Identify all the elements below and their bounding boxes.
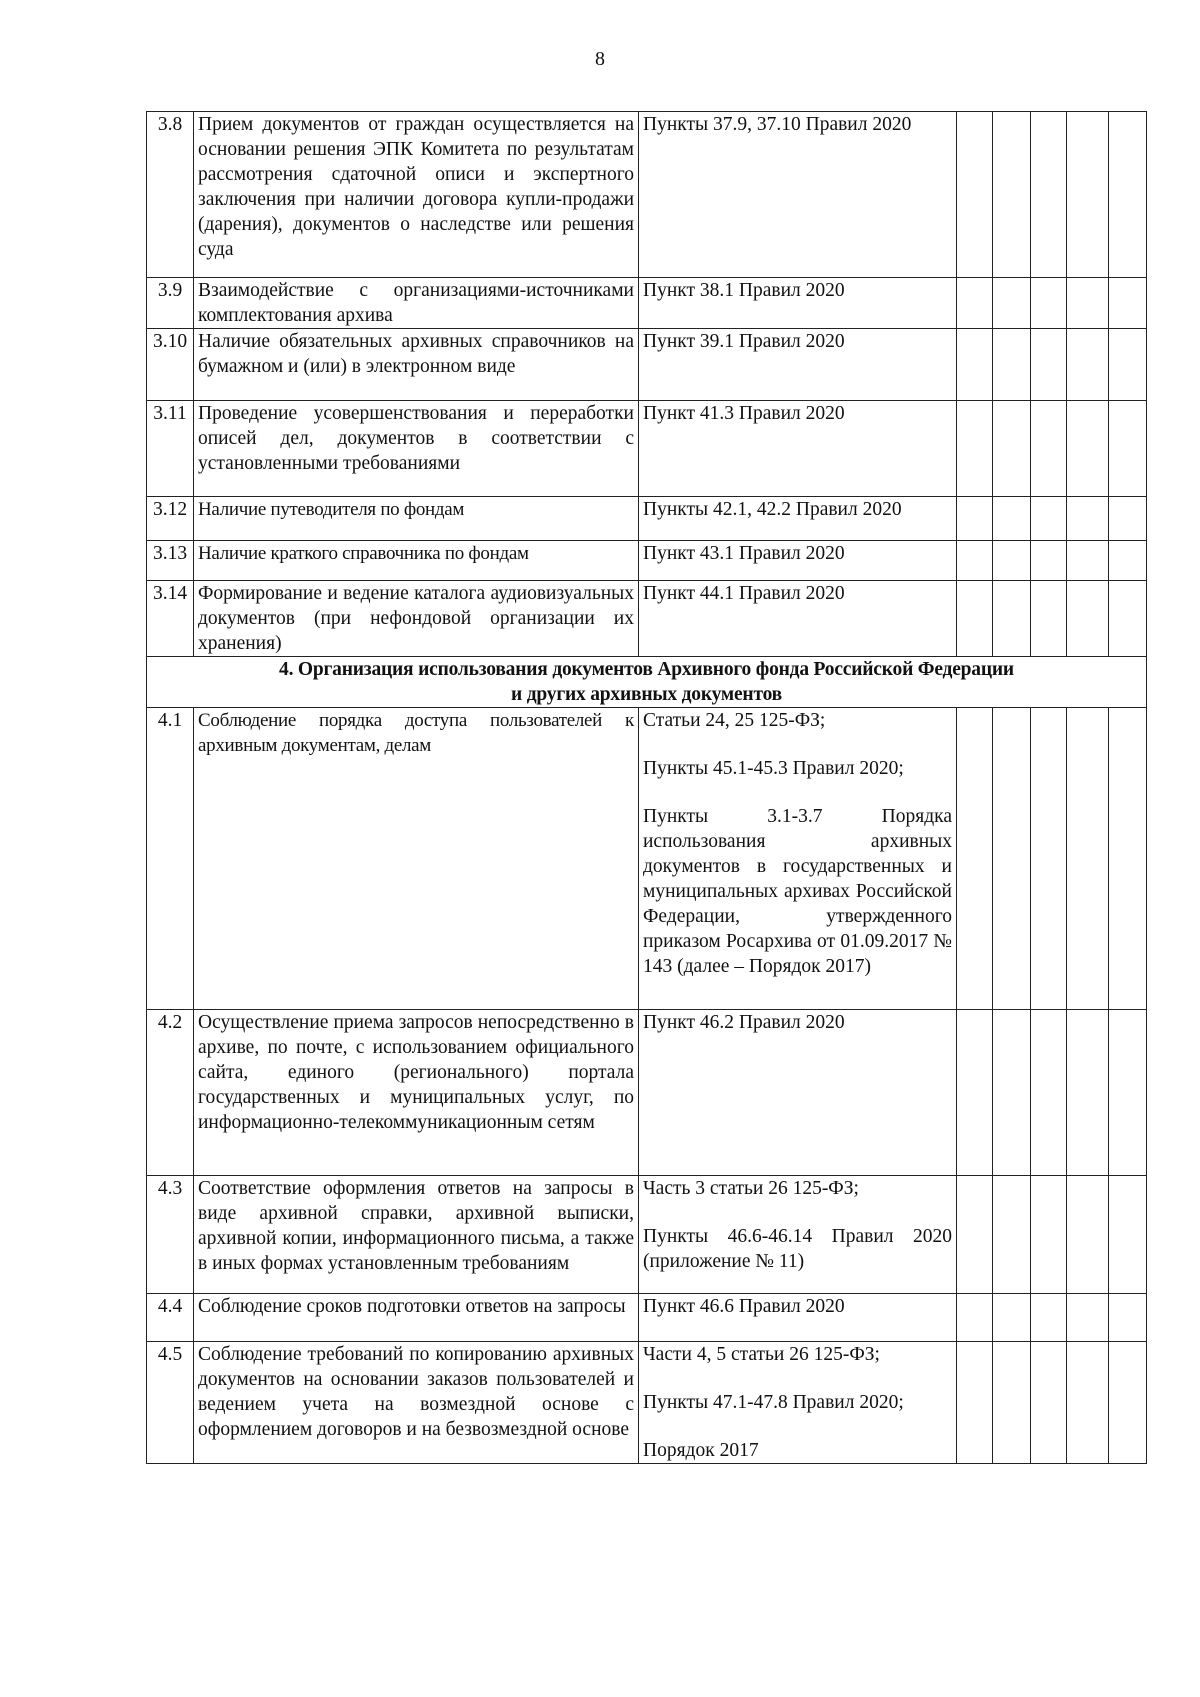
requirement-paragraph: Соблюдение требований по копированию архивных документов на основании заказов пользователей и ведением учета на возмездной основе с оформлением договоров и на безвозмездной основе (198, 1344, 634, 1440)
checklist-table (146, 111, 1147, 1464)
legal-reference (639, 708, 957, 1010)
reference-line: Пункт 39.1 Правил 2020 (643, 331, 845, 352)
reference-line: Пункты 3.1-3.7 Порядка использования архивных документов в государственных и муниципальных архивах Российской Федерации, утвержденного приказом Росархива от 01.09.2017 № 143 (далее – Порядок 2017) (643, 806, 952, 977)
requirement-paragraph: Наличие путеводителя по фондам (198, 499, 465, 520)
requirement-text (194, 1010, 639, 1176)
section-4-header (147, 657, 1147, 708)
section-title-line1: 4. Организация использования документов Архивного фонда Российской Федерации (279, 659, 1014, 680)
check-cell (1109, 497, 1147, 541)
requirement-paragraph: Проведение усовершенствования и переработки описей дел, документов в соответствии с установленными требованиями (198, 403, 634, 474)
requirement-text (194, 1176, 639, 1294)
requirement-text (194, 278, 639, 329)
check-cell (1067, 708, 1109, 1010)
check-cell (993, 708, 1031, 1010)
check-cell (1031, 112, 1067, 278)
reference-line: Пункты 46.6-46.14 Правил 2020 (приложение № 11) (643, 1226, 952, 1272)
reference-line: Пункт 46.2 Правил 2020 (643, 1012, 845, 1033)
check-cell (1109, 1010, 1147, 1176)
requirement-text (194, 497, 639, 541)
check-cell (957, 497, 993, 541)
reference-line: Пункт 46.6 Правил 2020 (643, 1296, 845, 1317)
requirement-paragraph: Соблюдение порядка доступа пользователей к архивным документам, делам (198, 710, 634, 756)
item-number: 3.11 (147, 401, 194, 497)
item-number: 4.5 (147, 1342, 194, 1464)
check-cell (1109, 1342, 1147, 1464)
page-number: 8 (595, 48, 605, 70)
table-row (147, 1294, 1147, 1342)
requirement-text (194, 541, 639, 581)
check-cell (1109, 541, 1147, 581)
check-cell (993, 1294, 1031, 1342)
table-row (147, 1342, 1147, 1464)
check-cell (993, 1176, 1031, 1294)
requirement-paragraph: Осуществление приема запросов непосредственно в архиве, по почте, с использованием официального сайта, единого (регионального) портала государственных и муниципальных услуг, по информационно-телекоммуникационным сетям (198, 1012, 634, 1133)
check-cell (1067, 1176, 1109, 1294)
check-cell (1031, 708, 1067, 1010)
table-row (147, 541, 1147, 581)
check-cell (1031, 1342, 1067, 1464)
check-cell (1067, 581, 1109, 657)
item-number: 3.14 (147, 581, 194, 657)
requirement-paragraph: Соответствие оформления ответов на запросы в виде архивной справки, архивной выписки, архивной копии, информационного письма, а также в иных формах установленным требованиям (198, 1178, 634, 1274)
item-number: 4.1 (147, 708, 194, 1010)
requirement-paragraph: Соблюдение сроков подготовки ответов на запросы (198, 1296, 626, 1317)
requirement-paragraph: Прием документов от граждан осуществляется на основании решения ЭПК Комитета по результатам рассмотрения сдаточной описи и экспертного заключения при наличии договора купли-продажи (дарения), документов о наследстве или решения суда (198, 114, 634, 260)
check-cell (1109, 112, 1147, 278)
check-cell (1031, 1010, 1067, 1176)
reference-line: Части 4, 5 статьи 26 125-ФЗ; (643, 1344, 880, 1365)
check-cell (993, 581, 1031, 657)
check-cell (1067, 1294, 1109, 1342)
check-cell (957, 581, 993, 657)
table-row (147, 329, 1147, 401)
legal-reference (639, 112, 957, 278)
check-cell (1031, 581, 1067, 657)
check-cell (957, 1176, 993, 1294)
reference-line: Пункт 44.1 Правил 2020 (643, 583, 845, 604)
reference-line: Пункты 47.1-47.8 Правил 2020; (643, 1392, 904, 1413)
check-cell (993, 401, 1031, 497)
check-cell (1109, 1176, 1147, 1294)
check-cell (1031, 1176, 1067, 1294)
legal-reference (639, 401, 957, 497)
item-number: 4.2 (147, 1010, 194, 1176)
check-cell (993, 541, 1031, 581)
check-cell (957, 112, 993, 278)
table-row (147, 278, 1147, 329)
reference-line: Часть 3 статьи 26 125-ФЗ; (643, 1178, 859, 1199)
section-4-title (147, 657, 1147, 708)
check-cell (1109, 708, 1147, 1010)
check-cell (1067, 1010, 1109, 1176)
requirement-text (194, 329, 639, 401)
check-cell (957, 1342, 993, 1464)
section-3-rows (147, 112, 1147, 657)
check-cell (1031, 401, 1067, 497)
check-cell (1031, 541, 1067, 581)
table-row (147, 112, 1147, 278)
table-row (147, 401, 1147, 497)
check-cell (957, 401, 993, 497)
legal-reference (639, 1176, 957, 1294)
legal-reference (639, 278, 957, 329)
check-cell (1067, 1342, 1109, 1464)
check-cell (957, 708, 993, 1010)
check-cell (1067, 329, 1109, 401)
requirement-text (194, 1294, 639, 1342)
check-cell (957, 329, 993, 401)
check-cell (993, 1342, 1031, 1464)
legal-reference (639, 329, 957, 401)
item-number: 3.10 (147, 329, 194, 401)
check-cell (1067, 541, 1109, 581)
check-cell (1031, 497, 1067, 541)
check-cell (1109, 1294, 1147, 1342)
check-cell (1109, 278, 1147, 329)
check-cell (1031, 1294, 1067, 1342)
legal-reference (639, 1294, 957, 1342)
requirement-paragraph: Формирование и ведение каталога аудиовизуальных документов (при нефондовой организации их хранения) (198, 583, 634, 654)
check-cell (1067, 497, 1109, 541)
table-row (147, 1010, 1147, 1176)
reference-line: Пункты 42.1, 42.2 Правил 2020 (643, 499, 902, 520)
item-number: 3.13 (147, 541, 194, 581)
check-cell (993, 329, 1031, 401)
requirement-paragraph: Наличие обязательных архивных справочников на бумажном и (или) в электронном виде (198, 331, 634, 377)
check-cell (957, 1010, 993, 1176)
reference-line: Пункт 38.1 Правил 2020 (643, 280, 845, 301)
item-number: 4.4 (147, 1294, 194, 1342)
item-number: 3.8 (147, 112, 194, 278)
table-row (147, 1176, 1147, 1294)
legal-reference (639, 581, 957, 657)
legal-reference (639, 1342, 957, 1464)
check-cell (1067, 112, 1109, 278)
check-cell (1109, 329, 1147, 401)
reference-line: Пункты 37.9, 37.10 Правил 2020 (643, 114, 912, 135)
section-header-row (147, 657, 1147, 708)
check-cell (957, 1294, 993, 1342)
legal-reference (639, 541, 957, 581)
check-cell (993, 112, 1031, 278)
legal-reference (639, 1010, 957, 1176)
requirement-paragraph: Взаимодействие с организациями-источниками комплектования архива (198, 280, 634, 326)
reference-line: Пункт 41.3 Правил 2020 (643, 403, 845, 424)
reference-line: Порядок 2017 (643, 1440, 759, 1461)
item-number: 4.3 (147, 1176, 194, 1294)
check-cell (993, 278, 1031, 329)
section-4-rows (147, 708, 1147, 1464)
item-number: 3.9 (147, 278, 194, 329)
check-cell (993, 1010, 1031, 1176)
reference-line: Пункты 45.1-45.3 Правил 2020; (643, 758, 904, 779)
check-cell (1109, 581, 1147, 657)
requirement-text (194, 112, 639, 278)
reference-line: Пункт 43.1 Правил 2020 (643, 543, 845, 564)
legal-reference (639, 497, 957, 541)
requirement-text (194, 581, 639, 657)
check-cell (1109, 401, 1147, 497)
requirement-text (194, 708, 639, 1010)
check-cell (1031, 278, 1067, 329)
check-cell (993, 497, 1031, 541)
item-number: 3.12 (147, 497, 194, 541)
requirement-paragraph: Наличие краткого справочника по фондам (198, 543, 529, 564)
requirement-text (194, 1342, 639, 1464)
check-cell (1031, 329, 1067, 401)
check-cell (957, 278, 993, 329)
check-cell (1067, 401, 1109, 497)
check-cell (957, 541, 993, 581)
table-row (147, 497, 1147, 541)
table-row (147, 708, 1147, 1010)
table-row (147, 581, 1147, 657)
reference-line: Статьи 24, 25 125-ФЗ; (643, 710, 826, 731)
requirement-text (194, 401, 639, 497)
section-title-line2: и других архивных документов (511, 684, 782, 705)
check-cell (1067, 278, 1109, 329)
